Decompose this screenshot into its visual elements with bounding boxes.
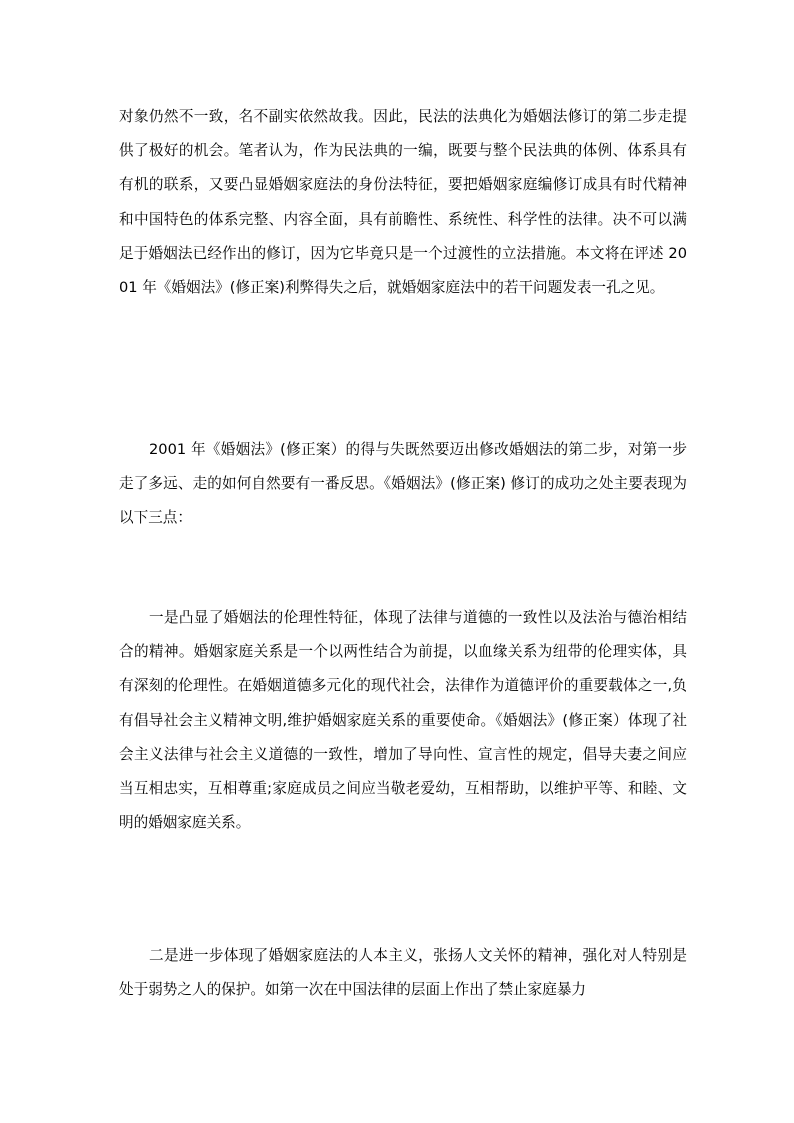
paragraph-point-two: 二是进一步体现了婚姻家庭法的人本主义，张扬人文关怀的精神，强化对人特别是处于弱势之人的保护。如第一次在中国法律的层面上作出了禁止家庭暴力 xyxy=(119,947,687,999)
paragraph-continuation: 对象仍然不一致，名不副实依然故我。因此，民法的法典化为婚姻法修订的第二步走提供了极好的机会。笔者认为，作为民法典的一编，既要与整个民法典的体例、体系具有有机的联系，又要凸显婚姻家庭法的身份法特征，要把婚姻家庭编修订成具有时代精神和中国特色的体系完整、内容全面，具有前瞻性、系统性、科学性的法律。决不可以满足于婚姻法已经作出的修订，因为它毕竟只是一个过渡性的立法措施。本文将在评述 2001 年《婚姻法》(修正案)利弊得失之后，就婚姻家庭法中的若干问题发表一孔之见。 xyxy=(119,108,687,297)
paragraph-point-one: 一是凸显了婚姻法的伦理性特征，体现了法律与道德的一致性以及法治与德治相结合的精神。婚姻家庭关系是一个以两性结合为前提，以血缘关系为纽带的伦理实体，具有深刻的伦理性。在婚姻道德多元化的现代社会，法律作为道德评价的重要载体之一,负有倡导社会主义精神文明,维护婚姻家庭关系的重要使命。《婚姻法》(修正案）体现了社会主义法律与社会主义道德的一致性，增加了导向性、宣言性的规定，倡导夫妻之间应当互相忠实，互相尊重;家庭成员之间应当敬老爱幼，互相帮助，以维护平等、和睦、文明的婚姻家庭关系。 xyxy=(119,609,687,832)
paragraph-gains-and-losses: 2001 年《婚姻法》(修正案）的得与失既然要迈出修改婚姻法的第二步，对第一步走了多远、走的如何自然要有一番反思。《婚姻法》(修正案) 修订的成功之处主要表现为以下三点： xyxy=(119,441,687,527)
